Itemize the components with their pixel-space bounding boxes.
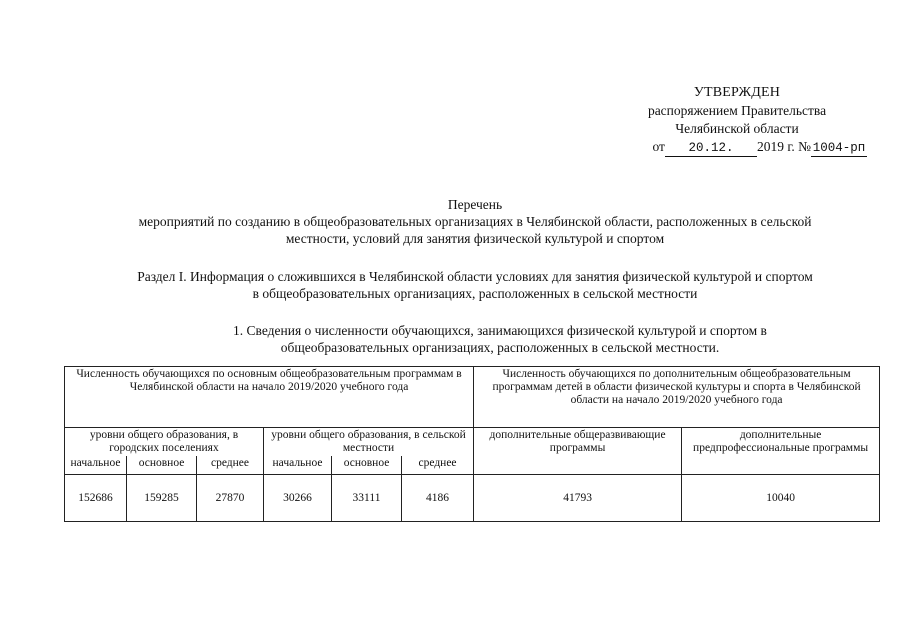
approval-number-value: 1004-рп: [812, 141, 866, 155]
group-general-development: дополнительные общеразвивающие программы: [474, 428, 682, 475]
statistics-table: [64, 366, 880, 522]
table-group-row: [65, 428, 880, 457]
level-cell: основное: [127, 456, 197, 475]
approval-year-text: 2019 г. №: [756, 139, 811, 154]
approval-line-1: распоряжением Правительства: [647, 103, 827, 118]
header-main-left: Численность обучающихся по основным общеобразовательным программам в Челябинской области на начало 2019/2020 учебного года: [65, 367, 474, 428]
title-line-1: Перечень: [447, 197, 503, 212]
approval-date-line: [607, 138, 867, 157]
group-urban: уровни общего образования, в городских поселениях: [65, 428, 264, 457]
level-cell: основное: [332, 456, 402, 475]
value-cell: 30266: [264, 475, 332, 522]
level-cell: среднее: [402, 456, 474, 475]
value-cell: 10040: [682, 475, 880, 522]
approval-heading: УТВЕРЖДЕН: [693, 85, 781, 100]
level-cell: начальное: [65, 456, 127, 475]
table-header-row: [65, 367, 880, 428]
value-cell: 159285: [127, 475, 197, 522]
group-preprofessional: дополнительные предпрофессиональные программы: [682, 428, 880, 475]
level-cell: начальное: [264, 456, 332, 475]
value-cell: 41793: [474, 475, 682, 522]
table-row: [65, 475, 880, 522]
title-line-3: местности, условий для занятия физической культурой и спортом: [285, 231, 665, 246]
approval-date-value: 20.12.: [665, 141, 757, 157]
approval-from-label: от: [652, 139, 665, 154]
group-rural: уровни общего образования, в сельской местности: [264, 428, 474, 457]
document-title: [60, 196, 890, 247]
level-cell: среднее: [197, 456, 264, 475]
section-line-2: в общеобразовательных организациях, расположенных в сельской местности: [252, 286, 698, 301]
subsection-line-2: общеобразовательных организациях, расположенных в сельской местности.: [280, 340, 720, 355]
approval-line-2: Челябинской области: [675, 121, 799, 136]
value-cell: 27870: [197, 475, 264, 522]
section-line-1: Раздел I. Информация о сложившихся в Челябинской области условиях для занятия физической культурой и спортом: [137, 269, 813, 284]
subsection-line-1: 1. Сведения о численности обучающихся, занимающихся физической культурой и спортом в: [233, 323, 767, 338]
subsection-heading: [140, 322, 860, 356]
approval-stamp: [607, 84, 867, 157]
header-main-right: Численность обучающихся по дополнительным общеобразовательным программам детей в области физической культуры и спорта в Челябинской области на начало 2019/2020 учебного года: [474, 367, 880, 428]
title-line-2: мероприятий по созданию в общеобразовательных организациях в Челябинской области, расположенных в сельской: [138, 214, 812, 229]
value-cell: 33111: [332, 475, 402, 522]
value-cell: 152686: [65, 475, 127, 522]
section-heading: [60, 268, 890, 302]
value-cell: 4186: [402, 475, 474, 522]
